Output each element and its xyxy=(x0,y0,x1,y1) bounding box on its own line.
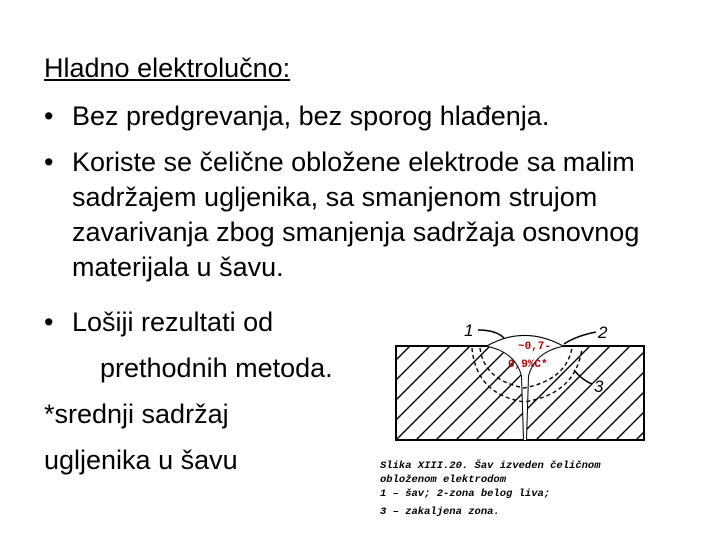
bullet-marker: • xyxy=(44,307,54,337)
bullet-2-line-4: materijala u šavu. xyxy=(72,252,284,282)
slide-heading: Hladno elektrolučno: xyxy=(44,53,291,83)
bullet-1-line-1: Bez predgrevanja, bez sporog hlađenja. xyxy=(72,101,550,131)
bullet-3-line-2: prethodnih metoda. xyxy=(100,353,333,383)
weld-diagram xyxy=(376,318,666,530)
leader-2 xyxy=(564,332,596,344)
carbon-label-line-2: 0,9%C* xyxy=(508,359,548,371)
bullet-marker: • xyxy=(44,147,54,177)
note-line-2: ugljenika u šavu xyxy=(44,445,238,475)
left-plate-hatch xyxy=(376,340,596,440)
caption-line-2: obloženom elektrodom xyxy=(380,474,507,486)
carbon-label-line-1: ~0,7- xyxy=(518,341,552,353)
bullet-2-line-1: Koriste se čelične obložene elektrode sa malim xyxy=(72,147,635,177)
leader-1 xyxy=(478,330,504,338)
caption-line-1: Slika XIII.20. Šav izveden čeličnom xyxy=(380,460,601,472)
bullet-3-line-1: Lošiji rezultati od xyxy=(72,307,274,337)
note-line-1: *srednji sadržaj xyxy=(44,399,229,429)
bullet-2-line-3: zavarivanja zbog smanjenja sadržaja osnovnog xyxy=(72,217,640,247)
label-2: 2 xyxy=(598,323,608,342)
bullet-marker: • xyxy=(44,101,54,131)
label-3: 3 xyxy=(594,377,604,396)
bullet-2-line-2: sadržajem ugljenika, sa smanjenom strujom xyxy=(72,182,598,212)
label-1: 1 xyxy=(464,321,474,340)
weld-figure xyxy=(376,318,666,530)
caption-line-4: 3 – zakaljena zona. xyxy=(380,506,500,518)
caption-line-3: 1 – šav; 2-zona belog liva; xyxy=(380,488,551,500)
